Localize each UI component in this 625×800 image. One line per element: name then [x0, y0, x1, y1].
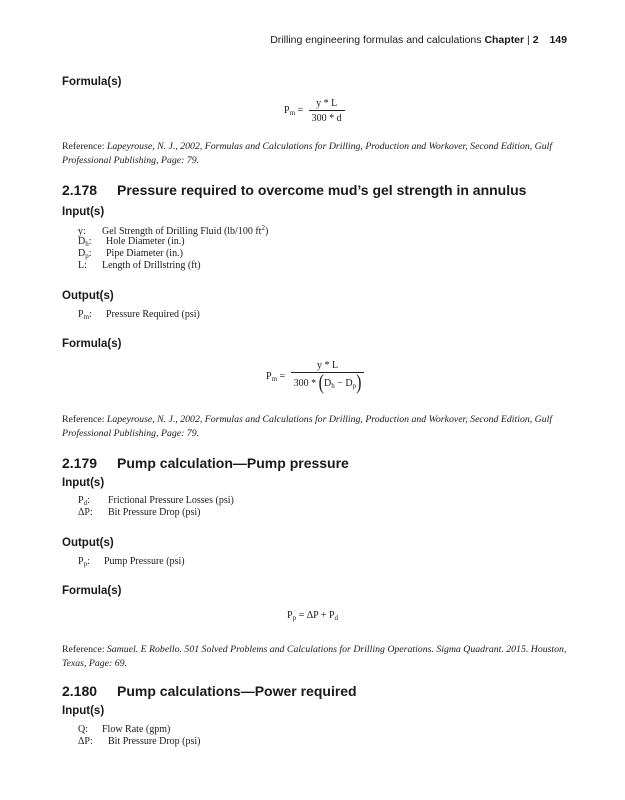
input-heading: Input(s) [62, 477, 105, 489]
section-heading-2-179: 2.179 Pump calculation—Pump pressure [62, 455, 349, 471]
formula-pump-pressure: $P_p = \Delta P + P_d$ [287, 610, 339, 622]
formula-denominator: 300 * d [311, 113, 342, 124]
output-item: $P_m$: Pressure Required (psi) [78, 309, 200, 321]
output-heading: Output(s) [62, 290, 114, 302]
input-item: $P_d$: Frictional Pressure Losses (psi) [78, 495, 234, 507]
input-heading: Input(s) [62, 705, 105, 717]
section-heading-2-178: 2.178 Pressure required to overcome mud’s gel strength in annulus [62, 182, 527, 198]
running-header [270, 34, 567, 46]
input-item: Q: Flow Rate (gpm) [78, 724, 171, 735]
formula-numerator: y * L [309, 98, 345, 111]
chapter-label: Chapter [484, 34, 525, 46]
reference: Reference: Lapeyrouse, N. J., 2002, Formulas and Calculations for Drilling, Production and Workover, Second Edition, Gulf Professional Publishing, Page: 79. [62, 414, 553, 439]
formula-denominator: $300 * (D_h - D_p)$ [293, 372, 362, 395]
section-heading-2-180: 2.180 Pump calculations—Power required [62, 683, 357, 699]
output-heading: Output(s) [62, 537, 114, 549]
formula-pm-simple: $P_m$ = $\frac{y * L}{300 * d}$ [284, 98, 345, 124]
input-item: ΔP: Bit Pressure Drop (psi) [78, 507, 201, 518]
input-item: L: Length of Drillstring (ft) [78, 260, 201, 271]
page-number: 149 [549, 34, 567, 46]
input-item: ΔP: Bit Pressure Drop (psi) [78, 736, 201, 747]
formula-heading: Formula(s) [62, 585, 122, 597]
formula-heading: Formula(s) [62, 338, 122, 350]
chapter-number: 2 [532, 34, 539, 46]
input-heading: Input(s) [62, 206, 105, 218]
input-item: y: Gel Strength of Drilling Fluid (lb/100 $ft^2$) [78, 224, 269, 237]
reference: Reference: Samuel. E Robello. 501 Solved Problems and Calculations for Drilling Operations. Sigma Quadrant. 2015. Houston, Texas, Page: 69. [62, 644, 567, 669]
output-item: $P_p$: Pump Pressure (psi) [78, 556, 185, 568]
formula-numerator: y * L [291, 360, 365, 373]
header-separator: | [527, 34, 530, 46]
formula-pm-gel: $P_m$ = $\frac{y * L}{300 * (D_h - D_p)}$ [266, 360, 364, 393]
input-item: $D_h$: Hole Diameter (in.) [78, 236, 185, 248]
header-title: Drilling engineering formulas and calculations [270, 34, 482, 46]
input-item: $D_p$: Pipe Diameter (in.) [78, 248, 183, 260]
formula-heading: Formula(s) [62, 76, 122, 88]
reference: Reference: Lapeyrouse, N. J., 2002, Formulas and Calculations for Drilling, Production and Workover, Second Edition, Gulf Professional Publishing, Page: 79. [62, 141, 553, 166]
